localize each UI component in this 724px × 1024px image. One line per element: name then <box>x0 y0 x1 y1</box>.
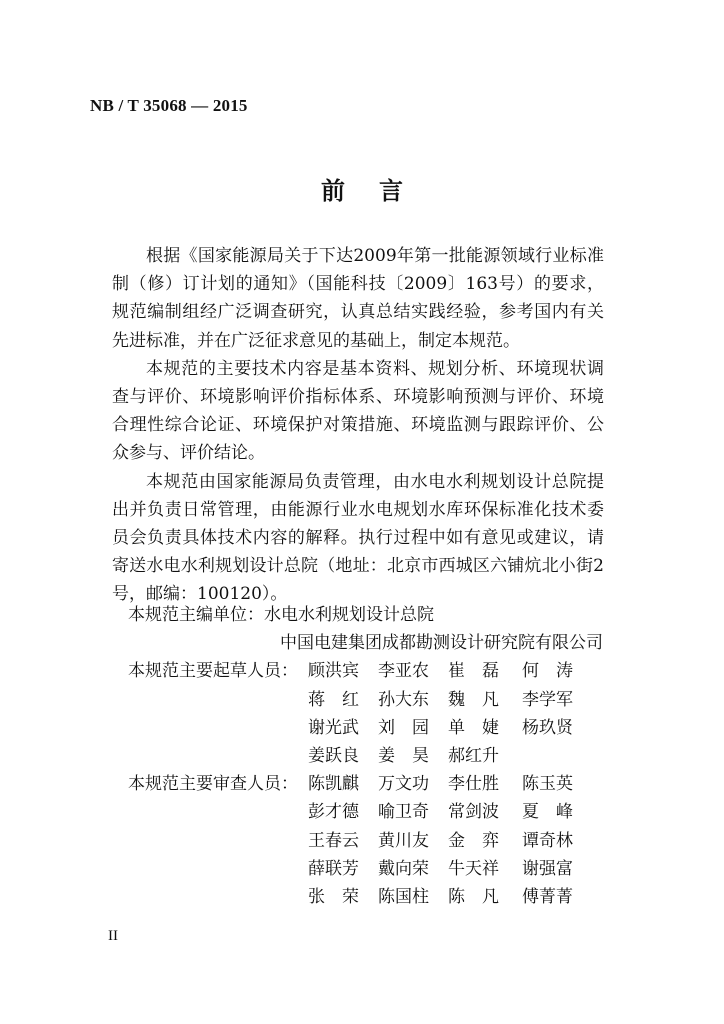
drafter-name: 姜 昊 <box>378 746 429 767</box>
reviewers-names <box>308 770 592 911</box>
drafter-name: 姜跃良 <box>308 746 359 767</box>
drafters-block <box>128 657 608 770</box>
reviewer-name: 夏 峰 <box>522 802 573 823</box>
drafter-name: 顾洪宾 <box>308 661 359 682</box>
reviewer-name: 常剑波 <box>448 802 499 823</box>
reviewers-block <box>128 770 608 911</box>
reviewer-name: 傅菁菁 <box>522 887 573 908</box>
drafter-name: 崔 磊 <box>448 661 499 682</box>
page-title <box>0 171 724 206</box>
reviewer-name: 陈玉英 <box>522 774 573 795</box>
reviewer-name: 陈 凡 <box>448 887 499 908</box>
reviewer-name: 黄川友 <box>378 830 429 851</box>
preface-body <box>112 242 604 609</box>
reviewer-name: 彭才德 <box>308 802 359 823</box>
editors-label: 本规范主编单位： <box>128 605 264 625</box>
reviewer-name: 万文功 <box>378 774 429 795</box>
editor-org-2: 中国电建集团成都勘测设计研究院有限公司 <box>280 633 603 654</box>
page-number: II <box>108 928 118 944</box>
contributors-section <box>128 601 608 911</box>
reviewer-name: 牛天祥 <box>448 858 499 879</box>
drafter-name: 谢光武 <box>308 717 359 738</box>
reviewer-name: 王春云 <box>308 830 359 851</box>
paragraph-3: 本规范由国家能源局负责管理，由水电水利规划设计总院提出并负责日常管理，由能源行业水电规划水库环保标准化技术委员会负责具体技术内容的解释。执行过程中如有意见或建议，请寄送水电水利规划设计总院（地址：北京市西城区六铺炕北小街2号，邮编：100120）。 <box>112 471 604 605</box>
standard-code: NB / T 35068 — 2015 <box>90 96 248 115</box>
reviewer-name: 陈凯麒 <box>308 774 359 795</box>
drafter-name: 蒋 红 <box>308 689 359 710</box>
reviewer-name: 戴向荣 <box>378 858 429 879</box>
drafter-name: 刘 园 <box>378 717 429 738</box>
reviewer-name: 李仕胜 <box>448 774 499 795</box>
paragraph-2: 本规范的主要技术内容是基本资料、规划分析、环境现状调查与评价、环境影响评价指标体系、环境影响预测与评价、环境合理性综合论证、环境保护对策措施、环境监测与跟踪评价、公众参与、评价结论。 <box>112 358 604 464</box>
drafter-name: 魏 凡 <box>448 689 499 710</box>
paragraph-1: 根据《国家能源局关于下达2009年第一批能源领域行业标准制（修）订计划的通知》（国能科技〔2009〕163号）的要求，规范编制组经广泛调查研究，认真总结实践经验，参考国内有关先进标准，并在广泛征求意见的基础上，制定本规范。 <box>112 246 604 351</box>
drafters-names <box>308 657 592 770</box>
editor-org-row-2 <box>128 629 608 657</box>
reviewer-name: 喻卫奇 <box>378 802 429 823</box>
drafter-name: 何 涛 <box>522 661 573 682</box>
reviewers-label: 本规范主要审查人员： <box>128 774 298 795</box>
reviewer-name: 薛联芳 <box>308 858 359 879</box>
drafter-name: 李亚农 <box>378 661 429 682</box>
drafter-name: 孙大东 <box>378 689 429 710</box>
drafters-label: 本规范主要起草人员： <box>128 661 298 682</box>
drafter-name: 单 婕 <box>448 717 499 738</box>
title-char-2: 言 <box>379 176 403 205</box>
reviewer-name: 谭奇林 <box>522 830 573 851</box>
reviewer-name: 张 荣 <box>308 887 359 908</box>
reviewer-name: 谢强富 <box>522 858 573 879</box>
editor-org-row <box>128 601 608 629</box>
drafter-name: 李学军 <box>522 689 573 710</box>
drafter-name: 杨玖贤 <box>522 717 573 738</box>
drafter-name: 郝红升 <box>448 746 499 767</box>
reviewer-name: 陈国柱 <box>378 887 429 908</box>
title-char-1: 前 <box>321 176 345 205</box>
editor-org-1: 水电水利规划设计总院 <box>264 605 434 625</box>
reviewer-name: 金 弈 <box>448 830 499 851</box>
